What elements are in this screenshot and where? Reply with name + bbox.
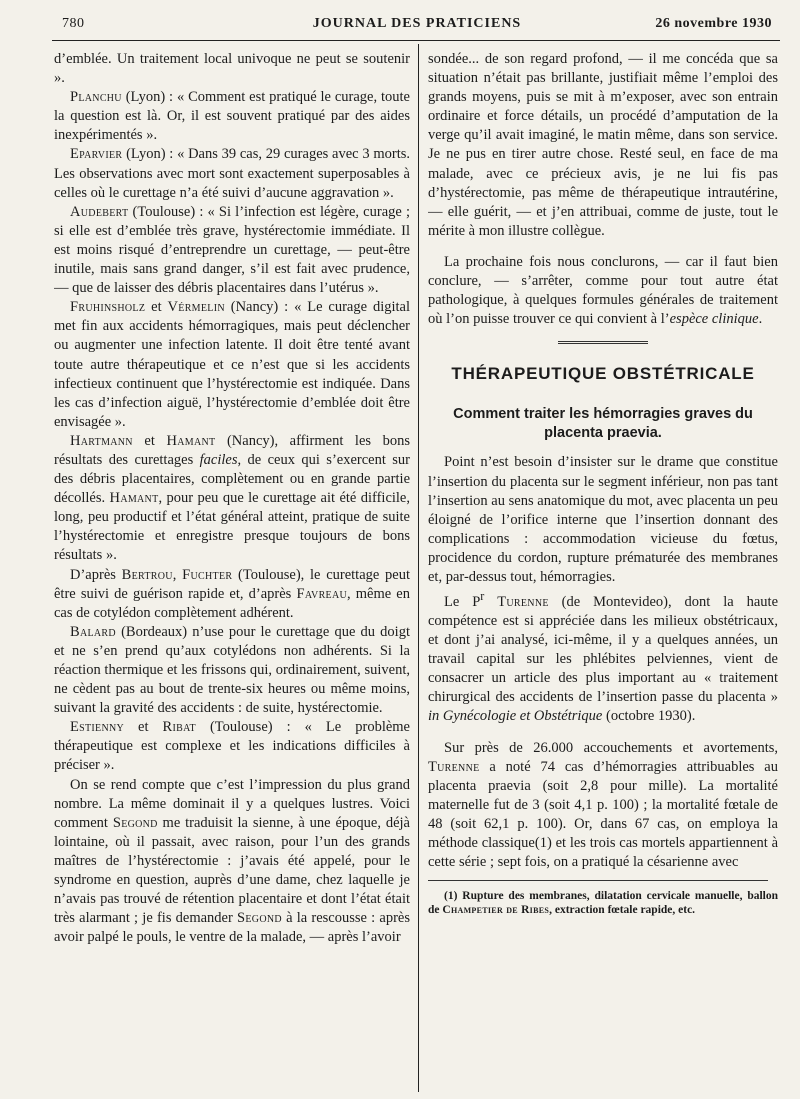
author-name: Estienny — [70, 719, 125, 736]
paragraph: Hartmann et Hamant (Nancy), affirment les bons résultats des curettages faciles, de ceux qui s’exercent sur des débris placentaires, complètement ou en grande partie décollés. Hamant, pour peu que le curettage ait été difficile, long, peu productif et l’état général atteint, pratique de suite l’hystérectomie et enregistre presque toujours de bons résultats ». — [54, 432, 410, 564]
right-column — [428, 50, 778, 1095]
author-name: Balard — [70, 623, 116, 640]
author-name: Favreau — [296, 585, 347, 602]
spacer — [428, 241, 778, 253]
page-header — [62, 16, 772, 38]
author-name: Audebert — [70, 203, 129, 220]
author-name: Segond — [237, 910, 282, 927]
emphasis: in Gynécologie et Obstétrique — [428, 708, 603, 725]
emphasis: espèce clinique — [669, 311, 759, 328]
author-name: Hartmann — [70, 432, 133, 449]
column-divider — [418, 44, 419, 1092]
footnote: (1) Rupture des membranes, dilatation cervicale manuelle, ballon de Champetier de Ribes, extraction fœtale rapide, etc. — [428, 890, 778, 917]
paragraph: D’après Bertrou, Fuchter (Toulouse), le curettage peut être suivi de guérison rapide et, d’après Favreau, même en cas de cotylédon complètement adhérent. — [54, 566, 410, 621]
emphasis: faciles — [199, 451, 238, 468]
paragraph: d’emblée. Un traitement local univoque ne peut se soutenir ». — [54, 51, 410, 87]
footnote-rule — [428, 880, 768, 881]
author-name: Vérmelin — [167, 299, 225, 316]
journal-title: JOURNAL DES PRATICIENS — [312, 16, 522, 31]
paragraph: Balard (Bordeaux) n’use pour le curettage que du doigt et ne s’en prend qu’aux cotylédons non adhérents. Si la réaction thermique et les frissons qui, ordinairement, suivent, ne cèdent pas au bout de trente-six heures ou même moins, suivant la gravité des accidents : de suite, hystérectomie. — [54, 623, 410, 717]
paragraph: sondée... de son regard profond, — il me concéda que sa situation n’était pas brillante, justifiait même l’emploi des grands moyens, puis se mit à m’exposer, avec son entrain ordinaire et force détails, un procédé d’amputation de la verge qu’il avait imaginé, le matin même, dans son service. Je ne pus en tirer autre chose. Resté seul, en face de ma malade, avec ce précieux avis, je ne lui fis pas d’hystérectomie, pas même de thérapeutique intrautérine, — elle guérit, — et j’en attribuai, comme de juste, tout le mérite à mon illustre collègue. — [428, 51, 778, 239]
issue-date: 26 novembre 1930 — [655, 16, 772, 31]
paragraph: Audebert (Toulouse) : « Si l’infection est légère, curage ; si elle est d’emblée très grave, hystérectomie immédiate. Il est moins risqué d’entreprendre un curettage, — peut-être inutile, mais sans grand danger, s’il est fait avec prudence, — que de laisser des débris placentaires dans l’utérus ». — [54, 203, 410, 297]
paragraph: On se rend compte que c’est l’impression du plus grand nombre. La même dominait il y a quelques lustres. Voici comment Segond me traduisit la sienne, à une époque, déjà lointaine, où il passait, avec raison, pour l’un des grands maîtres de l’hystérectomie : j’avais été appelé, pour le syndrome en question, auprès d’une dame, chez laquelle je n’avais pas trouvé de rétention placentaire et dont l’état était très alarmant ; je fis demander Segond à la rescousse : après avoir palpé le pouls, le ventre de la malade, — après l’avoir — [54, 776, 410, 946]
paragraph: La prochaine fois nous conclurons, — car il faut bien conclure, — s’arrêter, comme pour tout autre état pathologique, à quelques formules générales de traitement où l’on puisse trouver ce qui convient à l’espèce clinique. — [428, 253, 778, 328]
paragraph: Le $P^r$ Turenne (de Montevideo), dont la haute compétence est si appréciée dans les milieux obstétricaux, et dont j’ai analysé, ici-même, il y a quelques années, un travail capital sur les phlébites pelviennes, vient de consacrer un article des plus important au « traitement chirurgical des accidents de l’insertion passe du placenta » in Gynécologie et Obstétrique (octobre 1930). — [428, 589, 778, 725]
paragraph: Planchu (Lyon) : « Comment est pratiqué le curage, toute la question est là. Or, il est souvent pratiqué par des aides inexpérimentés ». — [54, 89, 410, 144]
header-rule — [52, 40, 780, 41]
left-column — [54, 50, 410, 1095]
spacer — [428, 727, 778, 739]
paragraph: Eparvier (Lyon) : « Dans 39 cas, 29 curages avec 3 morts. Les observations avec mort sont exactement superposables à celles où le curettage n’a été suivi d’aucune aggravation ». — [54, 146, 410, 201]
author-name: Turenne — [497, 593, 549, 610]
paragraph: Point n’est besoin d’insister sur le drame que constitue l’insertion du placenta sur le segment inférieur, non pas tant l’insertion au sens anatomique du mot, avec placenta un peu éloigné de l’orifice interne que l’insertion donnant des complications : accommodation vicieuse du fœtus, procidence du cordon, rupture prématurée des membranes et, par-dessus tout, hémorragies. — [428, 454, 778, 585]
author-name: Eparvier — [70, 146, 123, 163]
section-separator — [558, 341, 648, 344]
page-number: 780 — [62, 16, 85, 31]
author-name: Planchu — [70, 89, 122, 106]
author-name: Fruhinsholz — [70, 299, 146, 316]
author-name: Turenne — [428, 758, 480, 775]
author-name: Champetier de Ribes — [442, 904, 550, 917]
author-name: Ribat — [162, 719, 196, 736]
author-name: Fuchter — [182, 566, 233, 583]
paragraph: Sur près de 26.000 accouchements et avortements, Turenne a noté 74 cas d’hémorragies attribuables au placenta praevia (soit 2,8 pour mille). La mortalité maternelle fut de 3 (soit 4,1 p. 100) ; la mortalité fœtale de 48 (soit 62,1 p. 100). Or, dans 67 cas, on employa la méthode classique(1) et les trois cas mortels appartiennent à cette série ; sept fois, on a pratiqué la césarienne avec — [428, 739, 778, 871]
article-title: Comment traiter les hémorragies graves du placenta praevia. — [453, 406, 753, 442]
author-name: Hamant — [109, 490, 159, 507]
author-name: Hamant — [166, 432, 216, 449]
section-title: THÉRAPEUTIQUE OBSTÉTRICALE — [451, 364, 755, 384]
author-name: Bertrou — [121, 566, 173, 583]
paragraph: Estienny et Ribat (Toulouse) : « Le problème thérapeutique est complexe et les indications difficiles à préciser ». — [54, 719, 410, 774]
author-name: Segond — [112, 814, 158, 831]
paragraph: Fruhinsholz et Vérmelin (Nancy) : « Le curage digital met fin aux accidents hémorragiques, mais peut déclencher ou augmenter une infection latente. Il doit être tenté avant toute autre thérapeutique et ce n’est que si les accidents infectieux continuent que l’hystérectomie est indiquée. Dans les cas d’infection aiguë, l’hystérectomie d’emblée doit être envisagée ». — [54, 299, 410, 430]
